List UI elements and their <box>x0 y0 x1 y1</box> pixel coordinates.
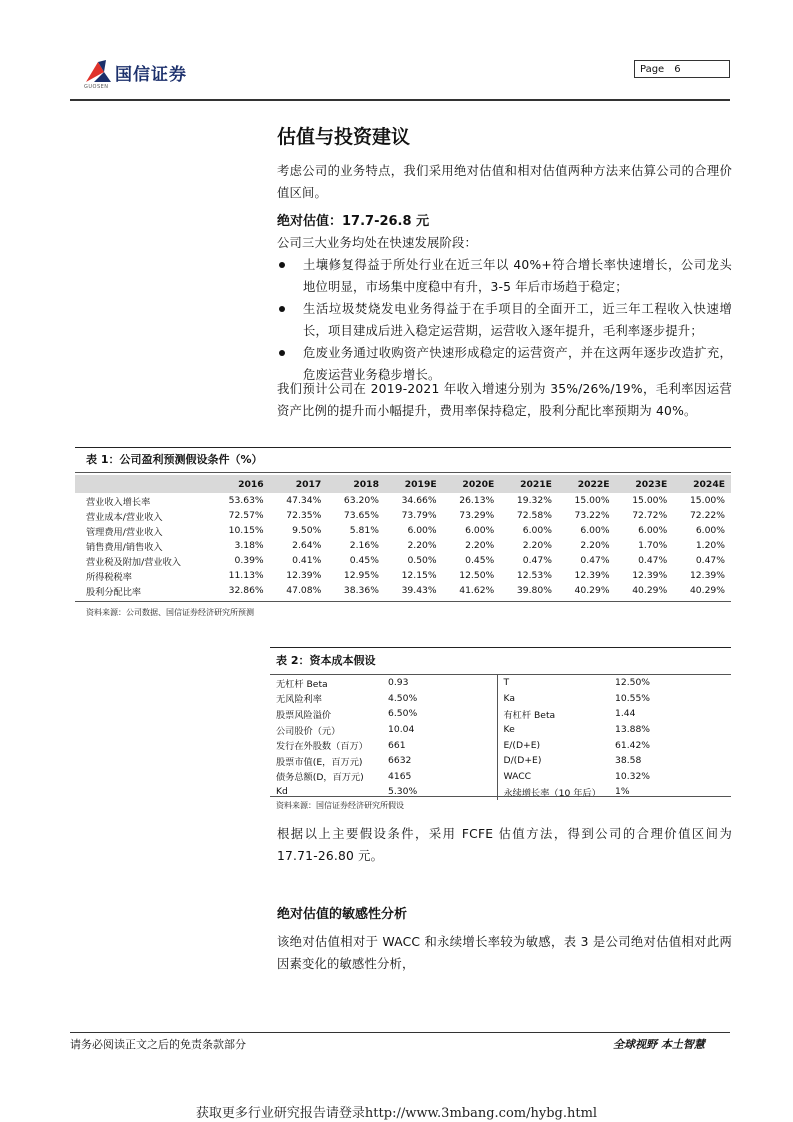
param-value: 661 <box>388 739 406 751</box>
table-cell: 6.00% <box>638 525 668 536</box>
column-header: 2023E <box>616 475 674 493</box>
param-label: 债务总额(D，百万元) <box>276 772 364 784</box>
stage-text: 公司三大业务均处在快速发展阶段： <box>277 236 477 250</box>
table-row <box>270 706 731 722</box>
table-cell: 6.00% <box>465 525 495 536</box>
bullet-item: 危废业务通过收购资产快速形成稳定的运营资产，并在这两年逐步改造扩充，危废运营业务稳步增长。 <box>277 342 732 386</box>
table-cell: 0.41% <box>292 555 322 566</box>
column-header: 2016 <box>212 475 270 493</box>
table-cell: 34.66% <box>401 495 437 506</box>
table-row <box>270 675 731 691</box>
table-cell: 0.47% <box>522 555 552 566</box>
sensitivity-paragraph: 该绝对估值相对于 WACC 和永续增长率较为敏感，表 3 是公司绝对估值相对此两因素变化的敏感性分析， <box>277 935 732 971</box>
bullet-item: 土壤修复得益于所处行业在近三年以 40%+符合增长率快速增长，公司龙头地位明显，市场集中度稳中有升，3-5 年后市场趋于稳定； <box>277 254 732 298</box>
table-cell: 32.86% <box>228 585 264 596</box>
table-cell: 0.47% <box>638 555 668 566</box>
table-cell: 6.00% <box>695 525 725 536</box>
earnings-assumption-table <box>75 475 731 598</box>
sensitivity-heading: 绝对估值的敏感性分析 <box>277 907 408 922</box>
table-row <box>75 493 731 508</box>
page-label: Page <box>640 64 665 75</box>
table-cell: 0.45% <box>349 555 379 566</box>
disclaimer-note: 请务必阅读正文之后的免责条款部分 <box>70 1038 246 1051</box>
table-cell: 12.15% <box>401 570 437 581</box>
param-label: 无风险利率 <box>276 694 322 706</box>
column-header <box>75 475 212 493</box>
table-cell: 47.34% <box>286 495 322 506</box>
param-label: Ka <box>497 691 609 707</box>
row-label: 管理费用/营业收入 <box>86 526 163 538</box>
table-cell: 0.45% <box>465 555 495 566</box>
table-cell: 72.72% <box>632 510 668 521</box>
table-row <box>270 784 731 800</box>
table-cell: 41.62% <box>459 585 495 596</box>
table-cell: 12.95% <box>343 570 379 581</box>
table2-title: 表 2：资本成本假设 <box>276 654 376 667</box>
table-row <box>75 538 731 553</box>
table-cell: 12.39% <box>286 570 322 581</box>
param-label: T <box>497 675 609 691</box>
table-cell: 72.58% <box>516 510 552 521</box>
table-cell: 11.13% <box>228 570 264 581</box>
table-cell: 12.39% <box>632 570 668 581</box>
param-value: 1% <box>615 786 630 798</box>
table2-source: 资料来源：国信证券经济研究所假设 <box>276 801 404 810</box>
table-cell: 15.00% <box>689 495 725 506</box>
table-cell: 38.36% <box>343 585 379 596</box>
table-cell: 73.22% <box>574 510 610 521</box>
param-value: 5.30% <box>388 786 418 798</box>
table-cell: 15.00% <box>574 495 610 506</box>
param-value: 13.88% <box>615 724 651 736</box>
table-cell: 39.43% <box>401 585 437 596</box>
table-row <box>75 523 731 538</box>
param-value: 61.42% <box>615 739 651 751</box>
table-cell: 2.20% <box>522 540 552 551</box>
table-cell: 73.79% <box>401 510 437 521</box>
table2-bottom-rule <box>270 796 731 797</box>
table-row <box>75 508 731 523</box>
param-label: Ke <box>497 722 609 738</box>
table-cell: 19.32% <box>516 495 552 506</box>
table-cell: 40.29% <box>574 585 610 596</box>
table2-top-rule <box>270 647 731 648</box>
table-cell: 39.80% <box>516 585 552 596</box>
table-cell: 63.20% <box>343 495 379 506</box>
table-cell: 73.29% <box>459 510 495 521</box>
fcfe-paragraph: 根据以上主要假设条件，采用 FCFE 估值方法，得到公司的合理价值区间为 17.71-26.80 元。 <box>277 827 732 863</box>
table1-title: 表 1：公司盈利预测假设条件（%） <box>86 453 263 466</box>
forecast-paragraph: 我们预计公司在 2019-2021 年收入增速分别为 35%/26%/19%，毛利率因运营资产比例的提升而小幅提升，费用率保持稳定，股利分配比率预期为 40%。 <box>277 382 732 418</box>
table-cell: 0.47% <box>580 555 610 566</box>
table-cell: 12.39% <box>574 570 610 581</box>
table-row <box>270 691 731 707</box>
logo-text: 国信证券 <box>115 65 187 85</box>
business-bullet-list <box>277 254 732 386</box>
table-cell: 2.16% <box>349 540 379 551</box>
param-value: 12.50% <box>615 677 651 689</box>
table-cell: 2.20% <box>580 540 610 551</box>
table1-bottom-rule <box>75 601 731 602</box>
param-label: 发行在外股数（百万） <box>276 741 368 753</box>
absolute-valuation-heading: 绝对估值：17.7-26.8 元 <box>277 214 430 229</box>
table-cell: 2.20% <box>465 540 495 551</box>
param-label: Kd <box>276 786 288 798</box>
row-label: 营业税及附加/营业收入 <box>86 556 181 568</box>
table-cell: 72.57% <box>228 510 264 521</box>
table-cell: 5.81% <box>349 525 379 536</box>
param-value: 38.58 <box>615 755 642 767</box>
column-header: 2020E <box>443 475 501 493</box>
table-cell: 0.50% <box>407 555 437 566</box>
table-row <box>75 568 731 583</box>
table-cell: 40.29% <box>632 585 668 596</box>
column-header: 2019E <box>385 475 443 493</box>
param-label: D/(D+E) <box>497 753 609 769</box>
capital-cost-table <box>270 675 731 800</box>
param-label: 永续增长率（10 年后） <box>497 784 609 800</box>
param-label: WACC <box>497 769 609 785</box>
param-value: 4165 <box>388 770 412 782</box>
column-header: 2018 <box>327 475 385 493</box>
table-cell: 12.50% <box>459 570 495 581</box>
table-cell: 73.65% <box>343 510 379 521</box>
header-divider <box>70 99 730 101</box>
footer-divider <box>70 1032 730 1033</box>
table-cell: 72.22% <box>689 510 725 521</box>
logo-subtext: GUOSEN <box>84 84 109 90</box>
param-value: 0.93 <box>388 677 409 689</box>
param-label: 有杠杆 Beta <box>497 706 609 722</box>
table-cell: 1.20% <box>695 540 725 551</box>
table-row <box>270 753 731 769</box>
row-label: 营业收入增长率 <box>86 496 151 508</box>
param-value: 10.04 <box>388 724 415 736</box>
param-value: 6632 <box>388 755 412 767</box>
table1-source: 资料来源：公司数据、国信证券经济研究所预测 <box>86 608 254 617</box>
table-cell: 6.00% <box>580 525 610 536</box>
table-header-row <box>75 475 731 493</box>
table-cell: 2.20% <box>407 540 437 551</box>
table-row <box>75 553 731 568</box>
intro-paragraph: 考虑公司的业务特点，我们采用绝对估值和相对估值两种方法来估算公司的合理价值区间。 <box>277 164 732 200</box>
column-header: 2021E <box>500 475 558 493</box>
table-cell: 6.00% <box>407 525 437 536</box>
table-cell: 9.50% <box>292 525 322 536</box>
param-value: 10.55% <box>615 692 651 704</box>
param-value: 10.32% <box>615 770 651 782</box>
param-label: 股票市值(E，百万元) <box>276 756 363 768</box>
table-cell: 53.63% <box>228 495 264 506</box>
bullet-item: 生活垃圾焚烧发电业务得益于在手项目的全面开工，近三年工程收入快速增长，项目建成后进入稳定运营期，运营收入逐年提升，毛利率逐步提升； <box>277 298 732 342</box>
page-number: 6 <box>674 64 681 75</box>
table-cell: 3.18% <box>234 540 264 551</box>
table-cell: 26.13% <box>459 495 495 506</box>
param-label: 股票风险溢价 <box>276 709 332 721</box>
slogan: 全球视野 本土智慧 <box>613 1038 705 1051</box>
param-value: 6.50% <box>388 708 418 720</box>
section-title: 估值与投资建议 <box>277 126 411 148</box>
table-cell: 12.53% <box>516 570 552 581</box>
table-cell: 6.00% <box>522 525 552 536</box>
download-banner: 获取更多行业研究报告请登录http://www.3mbang.com/hybg.html <box>195 1106 598 1121</box>
table-row <box>75 583 731 598</box>
table-cell: 1.70% <box>638 540 668 551</box>
table-row <box>270 722 731 738</box>
table-row <box>270 737 731 753</box>
table-cell: 40.29% <box>689 585 725 596</box>
table-cell: 72.35% <box>286 510 322 521</box>
row-label: 所得税税率 <box>86 571 132 583</box>
param-value: 4.50% <box>388 692 418 704</box>
guosen-logo-icon <box>84 58 112 84</box>
param-label: E/(D+E) <box>497 737 609 753</box>
param-label: 公司股价（元） <box>276 725 341 737</box>
table1-top-rule <box>75 447 731 448</box>
row-label: 股利分配比率 <box>86 586 142 598</box>
table-cell: 47.08% <box>286 585 322 596</box>
table-cell: 0.39% <box>234 555 264 566</box>
row-label: 销售费用/销售收入 <box>86 541 163 553</box>
table-cell: 10.15% <box>228 525 264 536</box>
table1-title-rule <box>75 472 731 473</box>
row-label: 营业成本/营业收入 <box>86 511 163 523</box>
column-header: 2022E <box>558 475 616 493</box>
column-header: 2024E <box>673 475 731 493</box>
param-value: 1.44 <box>615 708 636 720</box>
table-row <box>270 769 731 785</box>
param-label: 无杠杆 Beta <box>276 678 328 690</box>
table-cell: 15.00% <box>632 495 668 506</box>
column-header: 2017 <box>270 475 328 493</box>
table-cell: 2.64% <box>292 540 322 551</box>
page-indicator <box>634 60 730 78</box>
table-cell: 12.39% <box>689 570 725 581</box>
table-cell: 0.47% <box>695 555 725 566</box>
